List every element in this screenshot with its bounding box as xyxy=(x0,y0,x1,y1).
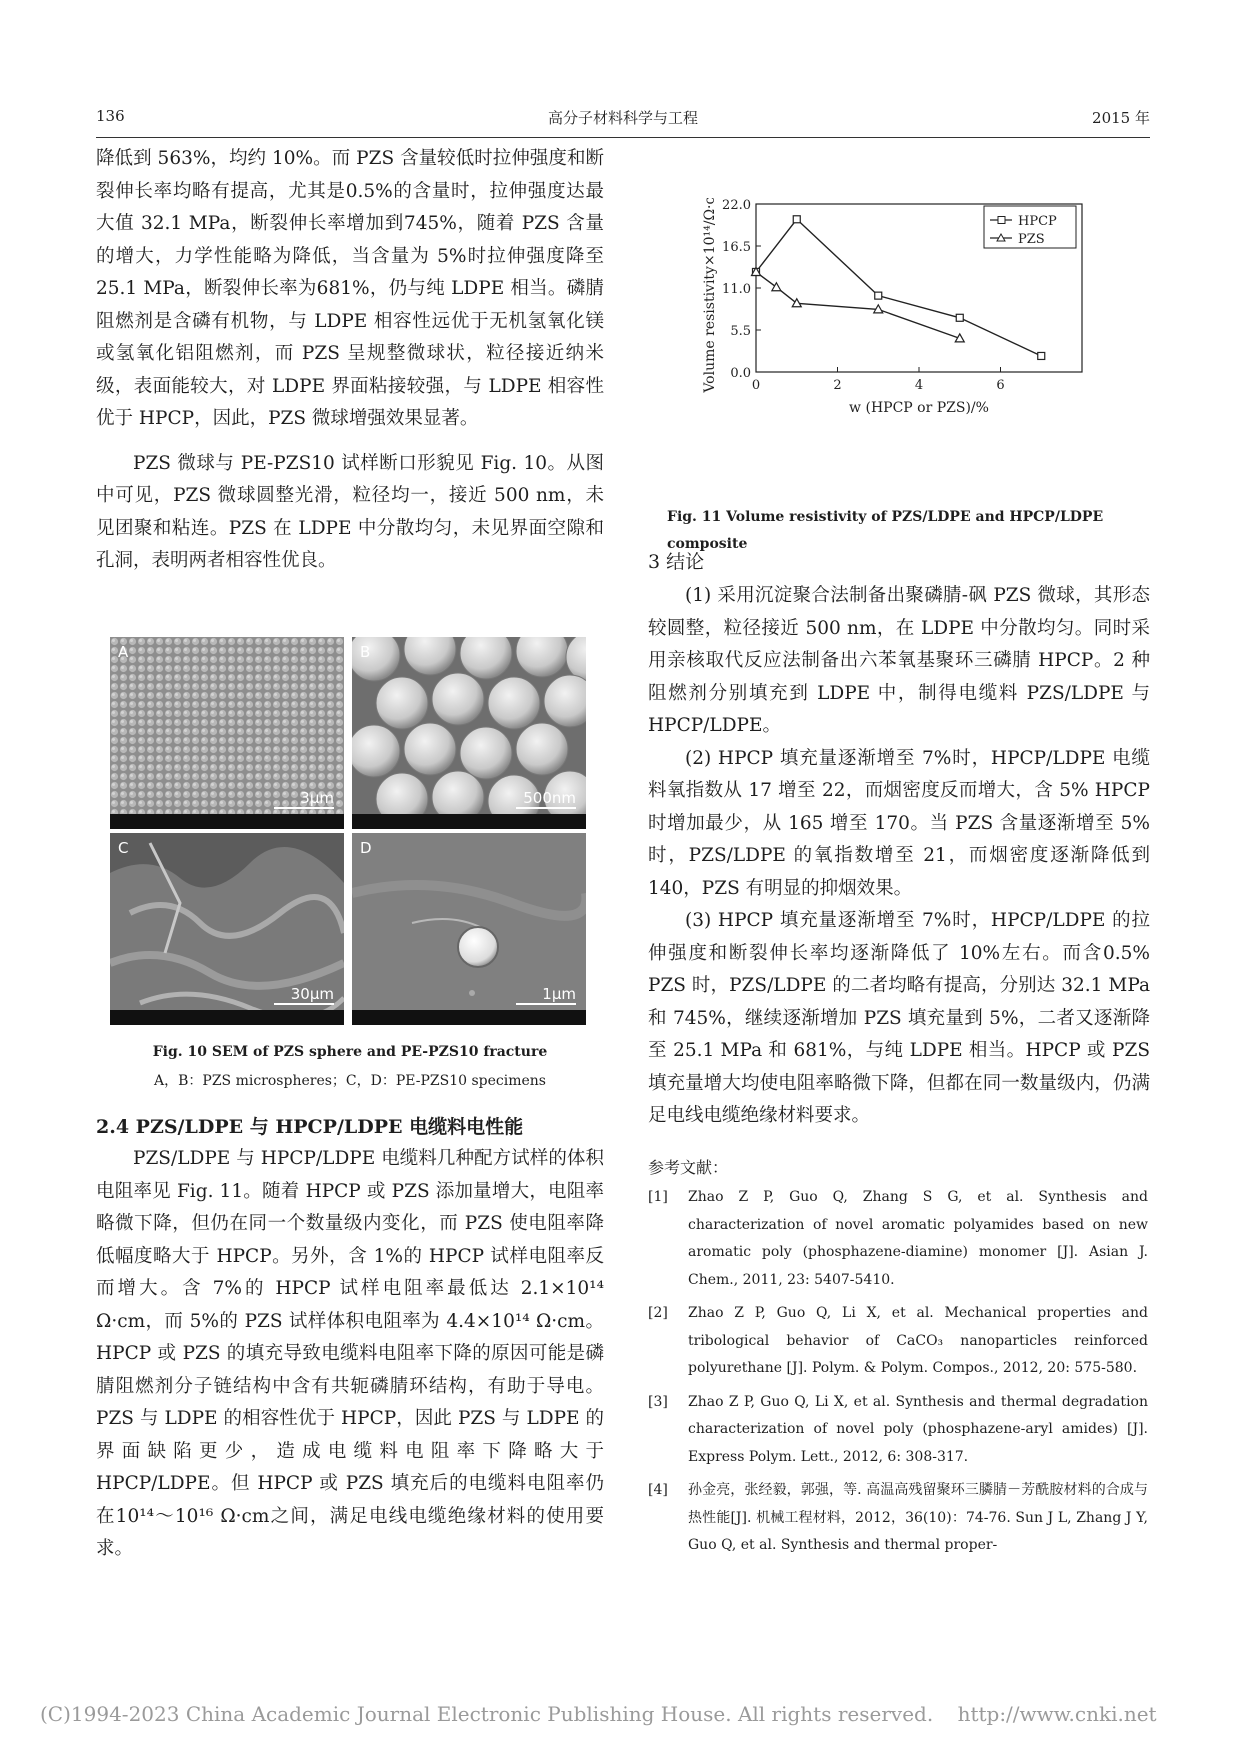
reference-text: Zhao Z P, Guo Q, Li X, et al. Synthesis and thermal degradation characterization of novel poly (phosphazene-aryl amides) [J]. Express Polym. Lett., 2012, 6: 308-317. xyxy=(688,1393,1148,1465)
reference-number: [3] xyxy=(648,1393,668,1410)
volume-resistivity-chart xyxy=(694,198,1104,498)
reference-item xyxy=(648,1300,1148,1383)
x-tick-label: 6 xyxy=(996,378,1005,393)
y-tick-label: 11.0 xyxy=(722,282,751,297)
conclusion-1: (1) 采用沉淀聚合法制备出聚磷腈-砜 PZS 微球，其形态较圆整，粒径接近 500 nm，在 LDPE 中分散均匀。同时采用亲核取代反应法制备出六苯氧基聚环三磷腈 HPCP。2 种阻燃剂分别填充到 LDPE 中，制得电缆料 PZS/LDPE 与 HPCP/LDPE。 xyxy=(648,585,1150,736)
legend-label-pzs: PZS xyxy=(1018,232,1045,247)
scale-label-d: 1μm xyxy=(542,985,576,1003)
references-title: 参考文献： xyxy=(648,1158,729,1177)
figure-11-chart xyxy=(694,198,1104,498)
data-point-hpcp xyxy=(1038,352,1045,359)
right-column-conclusions xyxy=(648,580,1150,1133)
scale-label-a: 3μm xyxy=(300,789,334,807)
scale-bar-a xyxy=(274,807,334,809)
panel-label-c: C xyxy=(118,839,129,857)
scale-bar-d xyxy=(516,1003,576,1005)
legend-marker-hpcp xyxy=(998,217,1005,224)
figure-10-caption-title: Fig. 10 SEM of PZS sphere and PE-PZS10 fracture xyxy=(152,1044,548,1060)
series-line-pzs xyxy=(756,272,960,338)
sem-panel-b xyxy=(352,637,586,829)
x-tick-label: 0 xyxy=(751,378,761,393)
sem-metadata-bar-c xyxy=(110,1010,344,1025)
figure-10-sem xyxy=(110,637,586,1025)
figure-10-caption-sub: A，B：PZS microspheres；C，D：PE-PZS10 specimens xyxy=(154,1073,546,1089)
body-paragraph-2: PZS 微球与 PE-PZS10 试样断口形貌见 Fig. 10。从图中可见，PZS 微球圆整光滑，粒径均一，接近 500 nm，未见团聚和粘连。PZS 在 LDPE 中分散均匀，未见界面空隙和孔洞，表明两者相容性优良。 xyxy=(96,452,604,571)
y-tick-label: 5.5 xyxy=(730,324,751,339)
x-axis-label: w (HPCP or PZS)/% xyxy=(849,400,989,416)
panel-label-b: B xyxy=(360,643,371,661)
figure-11-caption: Fig. 11 Volume resistivity of PZS/LDPE and HPCP/LDPE composite xyxy=(667,509,1104,552)
left-column-top xyxy=(96,143,604,578)
sem-panel-d xyxy=(352,833,586,1025)
section-3-title: 3 结论 xyxy=(648,551,705,573)
scale-bar-b xyxy=(516,807,576,809)
data-point-pzs xyxy=(772,283,781,291)
reference-item xyxy=(648,1477,1148,1560)
references-list xyxy=(648,1184,1148,1566)
sem-metadata-bar-a xyxy=(110,814,344,829)
reference-item xyxy=(648,1184,1148,1294)
journal-title: 高分子材料科学与工程 xyxy=(547,109,698,127)
y-tick-label: 22.0 xyxy=(722,198,751,213)
reference-text: 孙金亮，张经毅，郭强，等. 高温高残留聚环三膦腈－芳酰胺材料的合成与热性能[J]. 机械工程材料，2012，36(10)：74-76. Sun J L, Zhang J Y, Guo Q, et al. Synthesis and thermal proper- xyxy=(688,1482,1148,1553)
data-point-hpcp xyxy=(956,314,963,321)
data-point-hpcp xyxy=(875,292,882,299)
scale-label-b: 500nm xyxy=(523,789,576,807)
x-tick-label: 2 xyxy=(833,378,842,393)
scale-bar-c xyxy=(274,1003,334,1005)
panel-label-d: D xyxy=(360,839,372,857)
footer-link[interactable]: http://www.cnki.net xyxy=(957,1702,1157,1726)
scale-label-c: 30μm xyxy=(290,985,334,1003)
body-paragraph-1: 降低到 563%，均约 10%。而 PZS 含量较低时拉伸强度和断裂伸长率均略有提高，尤其是0.5%的含量时，拉伸强度达最大值 32.1 MPa，断裂伸长率增加到745%，随着 PZS 含量的增大，力学性能略为降低，当含量为 5%时拉伸强度降至 25.1 MPa，断裂伸长率为681%，仍与纯 LDPE 相当。磷腈阻燃剂是含磷有机物，与 LDPE 相容性远优于无机氢氧化镁或氢氧化铝阻燃剂，而 PZS 呈规整微球状，粒径接近纳米级，表面能较大，对 LDPE 界面粘接较强，与 LDPE 相容性优于 HPCP，因此，PZS 微球增强效果显著。 xyxy=(96,148,604,429)
conclusion-2: (2) HPCP 填充量逐渐增至 7%时，HPCP/LDPE 电缆料氧指数从 17 增至 22，而烟密度反而增大，含 5% HPCP 时增加最少，从 165 增至 170。当 PZS 含量逐渐增至 5%时，PZS/LDPE 的氧指数增至 21，而烟密度逐渐降低到 140，PZS 有明显的抑烟效果。 xyxy=(648,747,1150,899)
sem-metadata-bar-d xyxy=(352,1010,586,1025)
body-paragraph-3: PZS/LDPE 与 HPCP/LDPE 电缆料几种配方试样的体积电阻率见 Fig. 11。随着 HPCP 或 PZS 添加量增大，电阻率略微下降，但仍在同一个数量级内变化，而 PZS 使电阻率降低幅度略大于 HPCP。另外，含 1%的 HPCP 试样电阻率反而增大。含 7%的 HPCP 试样电阻率最低达 2.1×10¹⁴ Ω·cm，而 5%的 PZS 试样体积电阻率为 4.4×10¹⁴ Ω·cm。HPCP 或 PZS 的填充导致电缆料电阻率下降的原因可能是磷腈阻燃剂分子链结构中含有共轭磷腈环结构，有助于导电。PZS 与 LDPE 的相容性优于 HPCP，因此 PZS 与 LDPE 的界面缺陷更少，造成电缆料电阻率下降略大于 HPCP/LDPE。但 HPCP 或 PZS 填充后的电缆料电阻率仍在10¹⁴～10¹⁶ Ω·cm之间，满足电线电缆绝缘材料的使用要求。 xyxy=(96,1148,604,1559)
y-axis-label: Volume resistivity×10¹⁴/Ω·cm xyxy=(702,198,718,393)
reference-number: [4] xyxy=(648,1482,668,1498)
header-rule xyxy=(96,137,1150,138)
reference-text: Zhao Z P, Guo Q, Li X, et al. Mechanical properties and tribological behavior of CaCO₃ nanoparticles reinforced polyurethane [J]. Polym. & Polym. Compos., 2012, 20: 575-580. xyxy=(688,1305,1148,1376)
reference-number: [1] xyxy=(648,1189,668,1205)
conclusion-3: (3) HPCP 填充量逐渐增至 7%时，HPCP/LDPE 的拉伸强度和断裂伸长率均逐渐降低了 10%左右。而含0.5% PZS 时，PZS/LDPE 的二者均略有提高，分别达 32.1 MPa 和 745%，继续逐渐增加 PZS 填充量到 5%，二者又逐渐降至 25.1 MPa 和 681%，与纯 LDPE 相当。HPCP 或 PZS 填充量增大均使电阻率略微下降，但都在同一数量级内，仍满足电线电缆绝缘材料要求。 xyxy=(648,910,1150,1126)
reference-number: [2] xyxy=(648,1305,668,1321)
panel-label-a: A xyxy=(118,643,129,661)
section-2-4-title: 2.4 PZS/LDPE 与 HPCP/LDPE 电缆料电性能 xyxy=(96,1116,524,1138)
legend-label-hpcp: HPCP xyxy=(1018,214,1057,229)
y-tick-label: 0.0 xyxy=(730,366,751,381)
y-tick-label: 16.5 xyxy=(722,240,751,255)
page-number: 136 xyxy=(96,107,125,125)
sem-panel-c xyxy=(110,833,344,1025)
left-column-bottom xyxy=(96,1143,604,1566)
reference-item xyxy=(648,1389,1148,1472)
running-header xyxy=(96,107,1150,133)
copyright-footer xyxy=(40,1702,1200,1726)
data-point-hpcp xyxy=(793,216,800,223)
sem-metadata-bar-b xyxy=(352,814,586,829)
x-tick-label: 4 xyxy=(914,378,924,393)
reference-text: Zhao Z P, Guo Q, Zhang S G, et al. Synthesis and characterization of novel aromatic polyamides based on new aromatic poly (phosphazene-diamine) monomer [J]. Asian J. Chem., 2011, 23: 5407-5410. xyxy=(688,1189,1148,1288)
year: 2015 年 xyxy=(1092,109,1150,127)
copyright-text: (C)1994-2023 China Academic Journal Electronic Publishing House. All rights reserved. xyxy=(40,1702,934,1726)
sem-panel-a xyxy=(110,637,344,829)
